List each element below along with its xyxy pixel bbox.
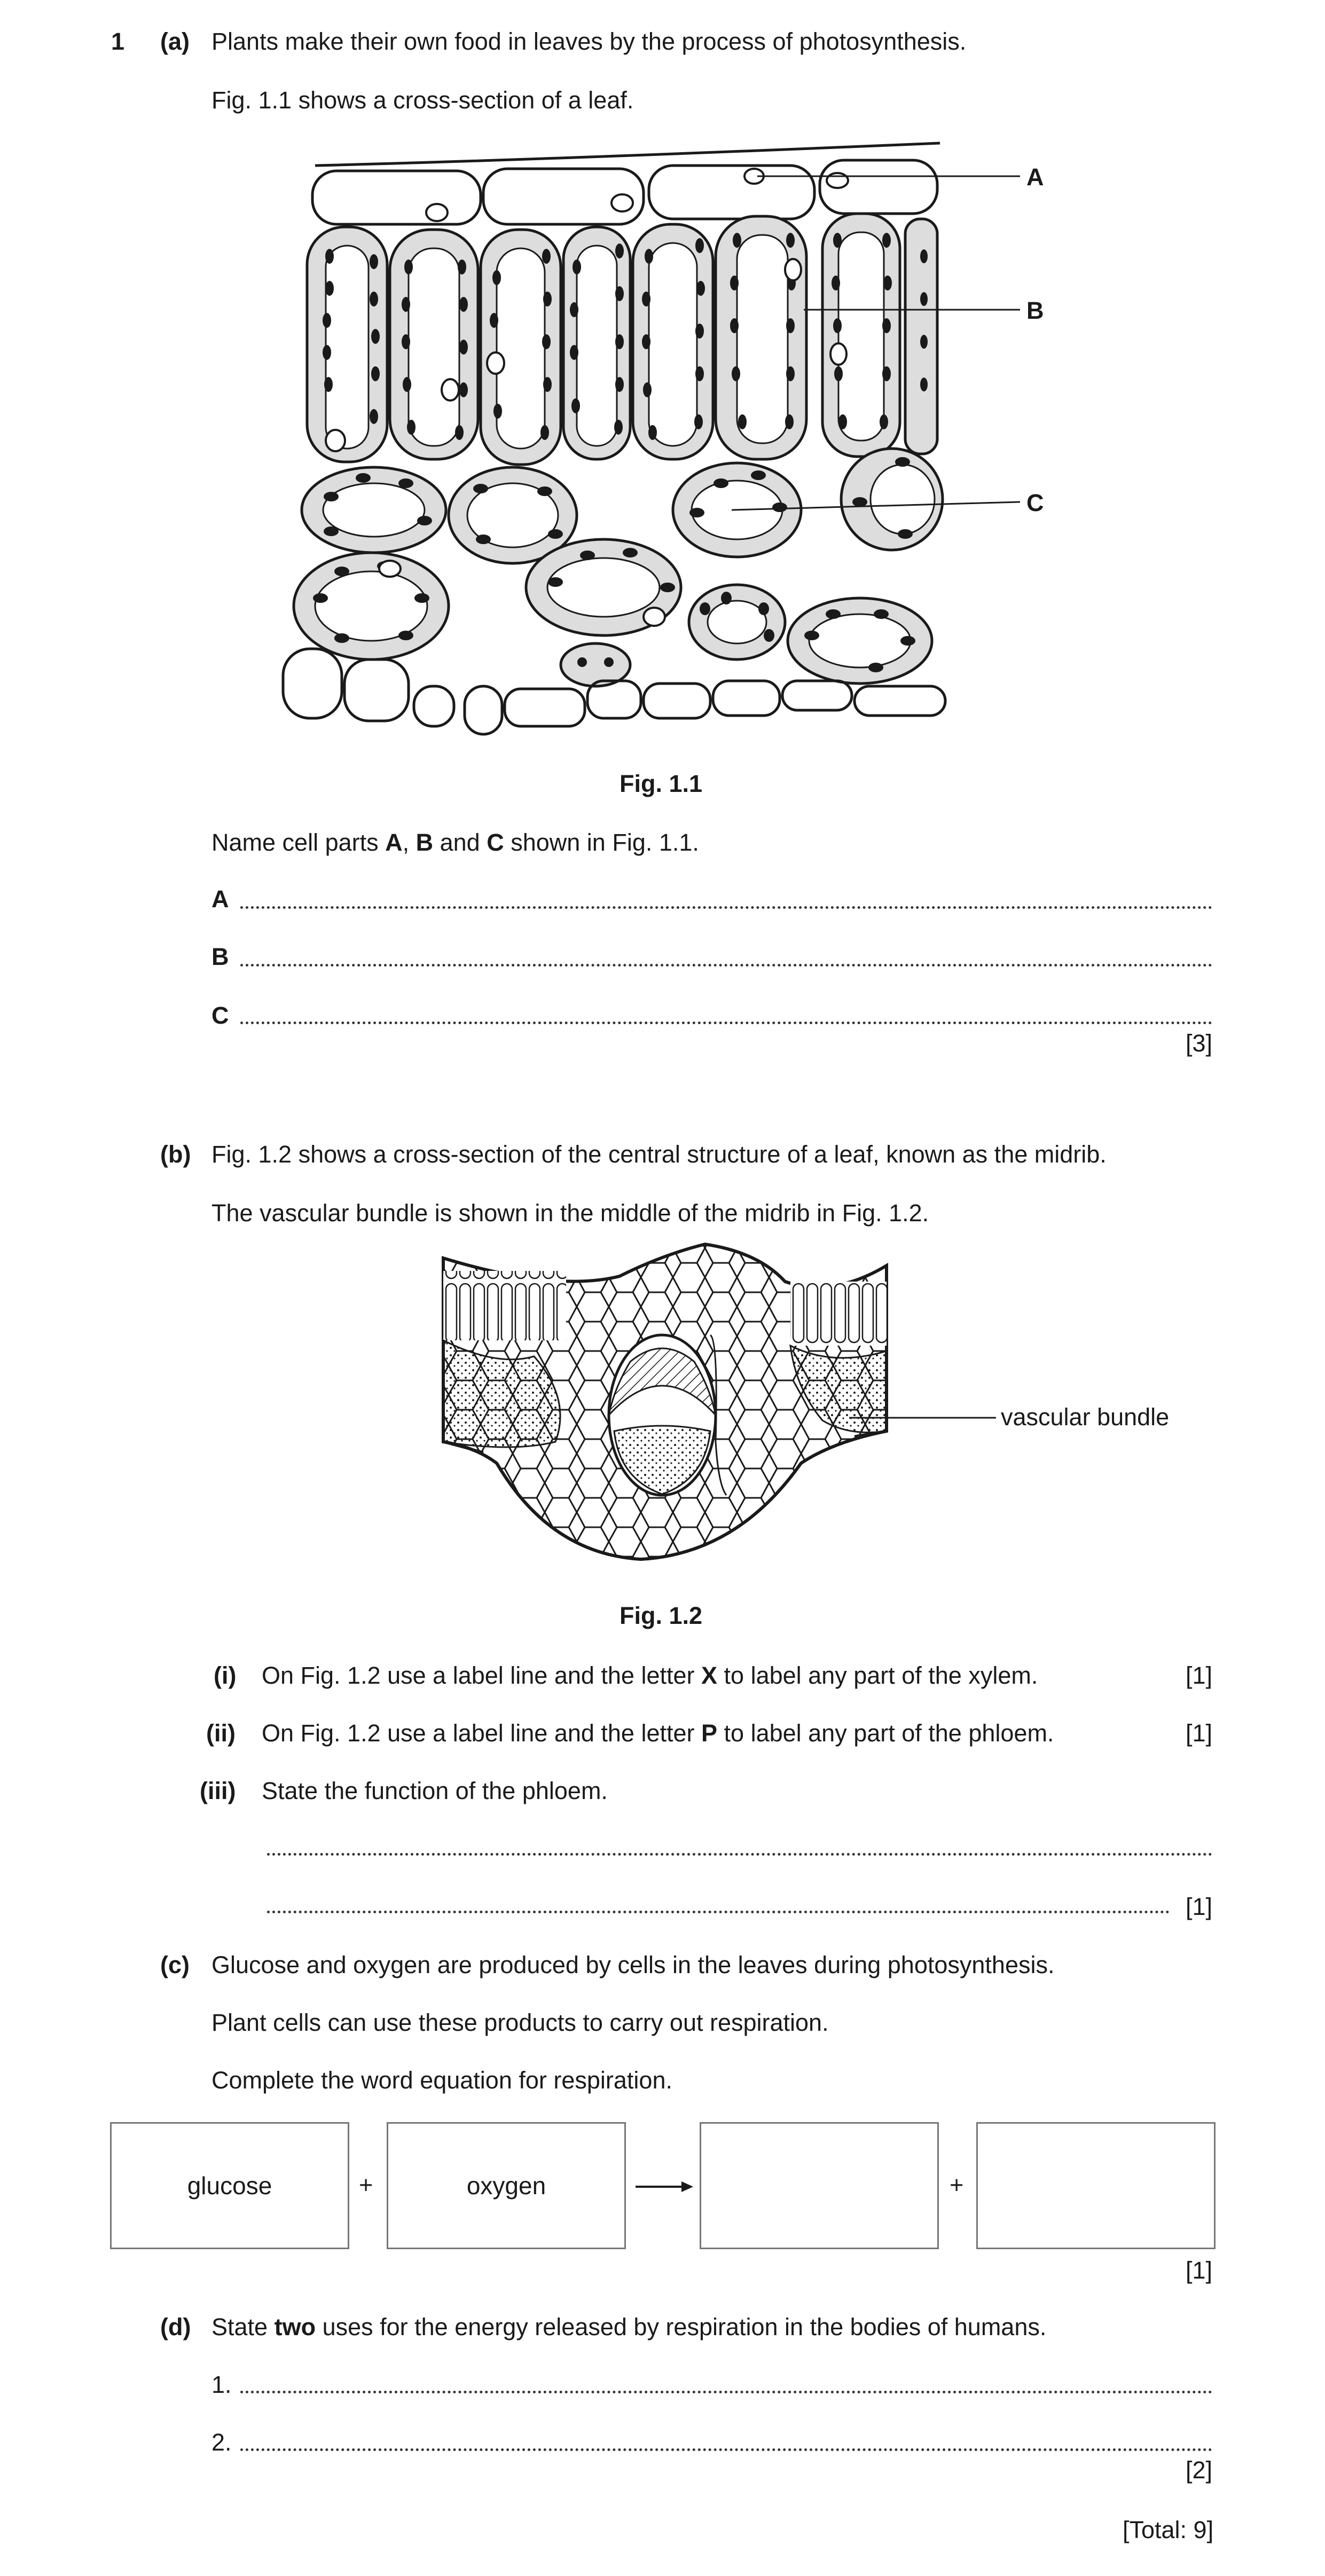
part-c-line-2: Plant cells can use these products to carry out respiration.	[211, 2009, 829, 2036]
part-c-label: (c)	[160, 1951, 190, 1978]
fig-label-b: B	[1026, 297, 1044, 324]
fig-label-c: C	[1026, 489, 1044, 516]
fig-1-1-caption: Fig. 1.1	[620, 770, 703, 797]
answer-line-d-1[interactable]	[240, 2391, 1212, 2393]
part-b-intro-2: The vascular bundle is shown in the middle of the midrib in Fig. 1.2.	[211, 1199, 929, 1227]
equation-plus-1: +	[359, 2171, 373, 2198]
equation-arrow-icon	[636, 2179, 694, 2195]
answer-label-b: B	[211, 943, 229, 970]
equation-box-oxygen: oxygen	[387, 2122, 626, 2249]
fig-1-1-reference: Fig. 1.1 shows a cross-section of a leaf.	[211, 87, 634, 114]
sub-ii-label: (ii)	[206, 1719, 236, 1747]
sub-iii-text: State the function of the phloem.	[262, 1777, 608, 1804]
equation-answer-box-2[interactable]	[976, 2122, 1216, 2249]
part-d-label: (d)	[160, 2313, 191, 2341]
sub-i-text: On Fig. 1.2 use a label line and the letter X to label any part of the xylem.	[262, 1662, 1038, 1689]
part-c-marks: [1]	[1186, 2257, 1213, 2284]
answer-line-iii-2[interactable]	[267, 1911, 1170, 1913]
answer-label-2: 2.	[211, 2429, 232, 2456]
part-a-intro: Plants make their own food in leaves by the process of photosynthesis.	[211, 28, 967, 55]
equation-plus-2: +	[950, 2171, 964, 2198]
part-c-line-3: Complete the word equation for respiration.	[211, 2067, 672, 2094]
sub-iii-marks: [1]	[1186, 1893, 1213, 1920]
answer-line-iii-1[interactable]	[267, 1853, 1212, 1856]
sub-ii-text: On Fig. 1.2 use a label line and the letter P to label any part of the phloem.	[262, 1719, 1054, 1747]
part-b-intro: Fig. 1.2 shows a cross-section of the central structure of a leaf, known as the midrib.	[211, 1141, 1107, 1168]
question-number: 1	[111, 28, 125, 55]
equation-box-glucose: glucose	[110, 2122, 349, 2249]
sub-i-label: (i)	[214, 1662, 237, 1689]
vascular-bundle-label: vascular bundle	[1001, 1403, 1170, 1431]
answer-line-d-2[interactable]	[240, 2448, 1212, 2451]
answer-label-c: C	[211, 1002, 229, 1029]
part-a-instruction: Name cell parts A, B and C shown in Fig. 1.1.	[211, 829, 699, 856]
part-c-line-1: Glucose and oxygen are produced by cells in the leaves during photosynthesis.	[211, 1951, 1055, 1978]
equation-answer-box-1[interactable]	[700, 2122, 939, 2249]
fig-label-a: A	[1026, 163, 1044, 191]
sub-i-marks: [1]	[1186, 1662, 1213, 1689]
sub-iii-label: (iii)	[200, 1777, 236, 1804]
answer-label-a: A	[211, 885, 229, 913]
part-d-text: State two uses for the energy released by respiration in the bodies of humans.	[211, 2313, 1047, 2341]
total-marks: [Total: 9]	[1123, 2516, 1214, 2543]
fig-1-2-caption: Fig. 1.2	[620, 1602, 703, 1629]
part-a-marks: [3]	[1186, 1030, 1213, 1057]
sub-ii-marks: [1]	[1186, 1719, 1213, 1747]
part-d-marks: [2]	[1186, 2456, 1213, 2484]
part-b-label: (b)	[160, 1141, 191, 1168]
answer-label-1: 1.	[211, 2371, 232, 2398]
part-a-label: (a)	[160, 28, 190, 55]
